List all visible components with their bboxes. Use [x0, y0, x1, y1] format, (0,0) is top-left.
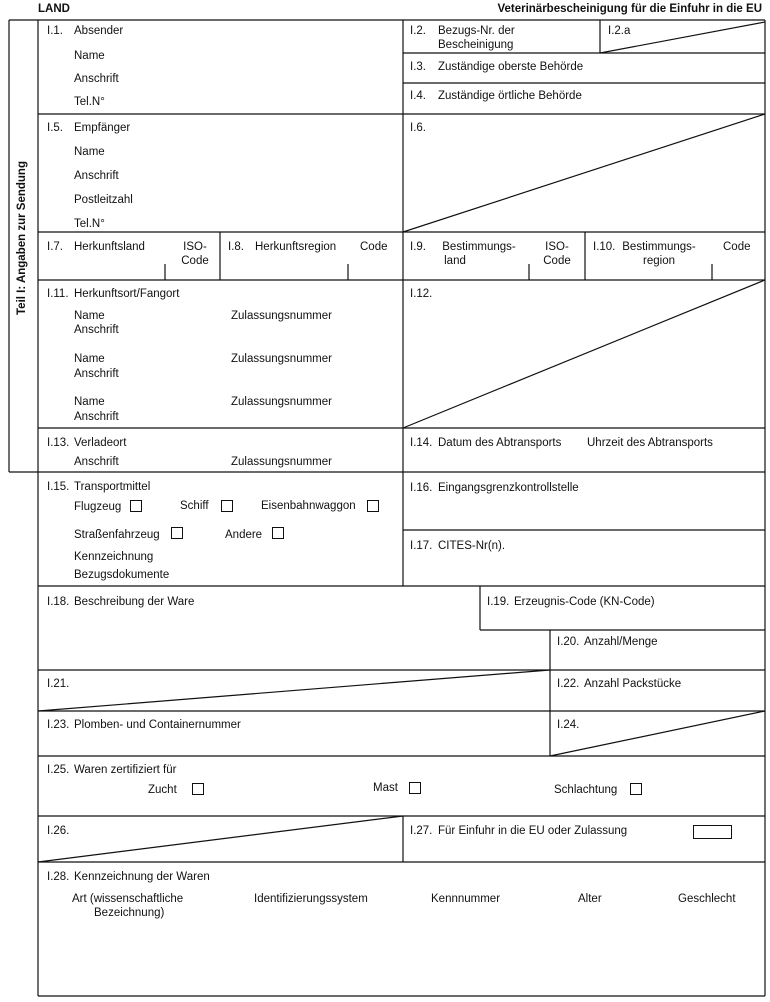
s1-15-label: Transportmittel: [74, 481, 151, 493]
s1-11-name-2[interactable]: Name: [74, 353, 105, 365]
s1-25-slaughter-label: Schlachtung: [554, 784, 618, 796]
s1-13-label: Verladeort: [74, 437, 127, 449]
s1-20-number: I.20.: [557, 636, 580, 648]
s1-25-label: Waren zertifiziert für: [74, 764, 177, 776]
s1-2a-number: I.2.a: [608, 25, 631, 37]
s1-25-number: I.25.: [47, 764, 70, 776]
s1-5-address[interactable]: Anschrift: [74, 170, 119, 182]
s1-20-label[interactable]: Anzahl/Menge: [584, 636, 658, 648]
s1-1-number: I.1.: [47, 25, 63, 37]
s1-7-iso-line2: Code: [181, 255, 209, 267]
s1-11-approval-2[interactable]: Zulassungsnummer: [231, 353, 332, 365]
s1-5-postcode[interactable]: Postleitzahl: [74, 194, 133, 206]
s1-17-number: I.17.: [410, 540, 433, 552]
s1-11-number: I.11.: [47, 288, 69, 300]
s1-5-name[interactable]: Name: [74, 146, 105, 158]
s1-8-code: Code: [360, 241, 388, 253]
s1-23-number: I.23.: [47, 719, 70, 731]
s1-2-number: I.2.: [410, 25, 426, 37]
col-id-number: Kennnummer: [431, 893, 501, 905]
s1-25-fattening-label: Mast: [373, 782, 398, 794]
s1-27-input-box[interactable]: [693, 825, 732, 839]
s1-11-address-2[interactable]: Anschrift: [74, 368, 119, 380]
s1-11-address-1[interactable]: Anschrift: [74, 324, 119, 336]
s1-7-iso-line1: ISO-: [183, 241, 207, 253]
col-age: Alter: [578, 893, 602, 905]
s1-5-number: I.5.: [47, 122, 63, 134]
col-species-line1: Art (wissenschaftliche: [72, 893, 184, 905]
s1-9-iso-line1: ISO-: [545, 241, 569, 253]
s1-28-label: Kennzeichnung der Waren: [74, 871, 210, 883]
s1-14-time-label[interactable]: Uhrzeit des Abtransports: [587, 437, 713, 449]
s1-1-label: Absender: [74, 25, 124, 37]
s1-15-ident[interactable]: Kennzeichnung: [74, 551, 154, 563]
s1-17-label[interactable]: CITES-Nr(n).: [438, 540, 506, 552]
s1-3-number: I.3.: [410, 61, 426, 73]
s1-15-road-label: Straßenfahrzeug: [74, 529, 160, 541]
s1-23-label[interactable]: Plomben- und Containernummer: [74, 719, 241, 731]
s1-19-number: I.19.: [487, 596, 510, 608]
other-checkbox[interactable]: [272, 527, 284, 539]
s1-15-ship-label: Schiff: [180, 500, 209, 512]
s1-12-number: I.12.: [410, 288, 433, 300]
plane-checkbox[interactable]: [130, 500, 142, 512]
s1-15-other-label: Andere: [225, 529, 263, 541]
s1-24-number: I.24.: [557, 719, 580, 731]
s1-10-label-line1: Bestimmungs-: [622, 241, 696, 253]
s1-5-label: Empfänger: [74, 122, 131, 134]
s1-16-number: I.16.: [410, 482, 433, 494]
s1-8-number: I.8.: [228, 241, 244, 253]
s1-19-label[interactable]: Erzeugnis-Code (KN-Code): [514, 596, 655, 608]
s1-11-address-3[interactable]: Anschrift: [74, 411, 119, 423]
s1-8-label: Herkunftsregion: [255, 241, 337, 253]
s1-25-breeding-label: Zucht: [148, 784, 177, 796]
s1-28-number: I.28.: [47, 871, 70, 883]
s1-7-label: Herkunftsland: [74, 241, 145, 253]
s1-10-label-line2: region: [643, 255, 675, 267]
s1-15-plane-label: Flugzeug: [74, 501, 122, 513]
s1-22-number: I.22.: [557, 678, 580, 690]
s1-1-name[interactable]: Name: [74, 50, 105, 62]
s1-11-name-3[interactable]: Name: [74, 396, 105, 408]
s1-18-number: I.18.: [47, 596, 70, 608]
s1-15-rail-label: Eisenbahnwaggon: [261, 500, 356, 512]
s1-18-label[interactable]: Beschreibung der Ware: [74, 596, 195, 608]
s1-2-label-line2: Bescheinigung: [438, 39, 514, 51]
s1-13-number: I.13.: [47, 437, 70, 449]
part-label: Teil I: Angaben zur Sendung: [16, 161, 28, 315]
s1-11-approval-1[interactable]: Zulassungsnummer: [231, 310, 332, 322]
s1-5-tel[interactable]: Tel.N°: [74, 218, 105, 230]
s1-6-number: I.6.: [410, 122, 426, 134]
s1-13-approval[interactable]: Zulassungsnummer: [231, 456, 332, 468]
s1-4-number: I.4.: [410, 90, 426, 102]
s1-11-name-1[interactable]: Name: [74, 310, 105, 322]
breeding-checkbox[interactable]: [192, 783, 204, 795]
s1-11-approval-3[interactable]: Zulassungsnummer: [231, 396, 332, 408]
s1-11-label: Herkunftsort/Fangort: [74, 288, 180, 300]
s1-2-label-line1: Bezugs-Nr. der: [438, 25, 515, 37]
ship-checkbox[interactable]: [221, 500, 233, 512]
s1-10-code: Code: [723, 241, 751, 253]
slaughter-checkbox[interactable]: [630, 783, 642, 795]
s1-27-label: Für Einfuhr in die EU oder Zulassung: [438, 825, 628, 837]
s1-1-address[interactable]: Anschrift: [74, 73, 119, 85]
s1-9-label-line2: land: [444, 255, 466, 267]
col-species-line2: Bezeichnung): [94, 907, 165, 919]
s1-1-tel[interactable]: Tel.N°: [74, 96, 105, 108]
s1-15-docs[interactable]: Bezugsdokumente: [74, 569, 170, 581]
s1-9-label-line1: Bestimmungs-: [442, 241, 516, 253]
s1-16-label[interactable]: Eingangsgrenzkontrollstelle: [438, 482, 579, 494]
s1-10-number: I.10.: [593, 241, 616, 253]
s1-13-address[interactable]: Anschrift: [74, 456, 119, 468]
fattening-checkbox[interactable]: [409, 782, 421, 794]
s1-22-label[interactable]: Anzahl Packstücke: [584, 678, 682, 690]
s1-14-date-label[interactable]: Datum des Abtransports: [438, 437, 562, 449]
s1-4-label[interactable]: Zuständige örtliche Behörde: [438, 90, 582, 102]
s1-14-number: I.14.: [410, 437, 433, 449]
s1-26-number: I.26.: [47, 825, 70, 837]
s1-21-number: I.21.: [47, 678, 70, 690]
s1-15-number: I.15.: [47, 481, 70, 493]
s1-9-number: I.9.: [410, 241, 426, 253]
rail-checkbox[interactable]: [367, 500, 379, 512]
col-sex: Geschlecht: [678, 893, 736, 905]
s1-3-label[interactable]: Zuständige oberste Behörde: [438, 61, 584, 73]
s1-27-number: I.27.: [410, 825, 433, 837]
certificate-title: Veterinärbescheinigung für die Einfuhr in die EU: [497, 3, 762, 15]
s1-9-iso-line2: Code: [543, 255, 571, 267]
s1-7-number: I.7.: [47, 241, 63, 253]
col-identification-system: Identifizierungssystem: [254, 893, 368, 905]
country-header: LAND: [38, 3, 70, 15]
road-checkbox[interactable]: [171, 527, 183, 539]
